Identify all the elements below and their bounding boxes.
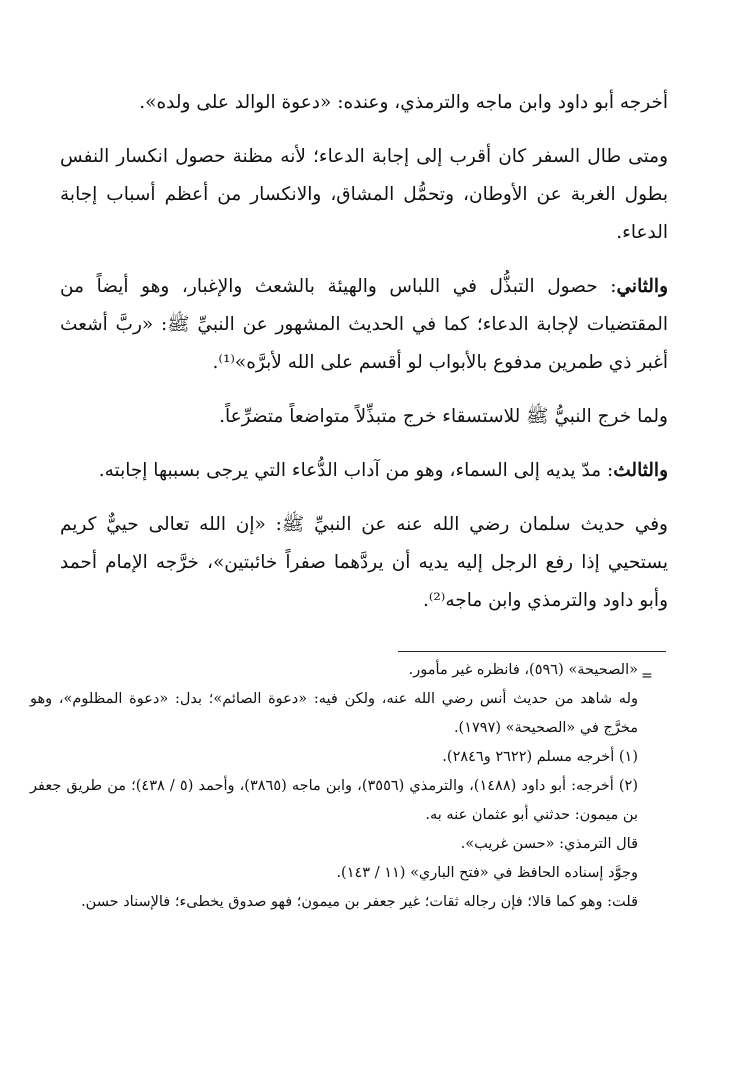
paragraph-6: وفي حديث سلمان رضي الله عنه عن النبيِّ ﷺ: «إن الله تعالى حييٌّ كريم يستحيي إذا رفع الرجل إليه يديه أن يردَّهما صفراً خائبتين»، خرَّجه الإمام أحمد وأبو داود والترمذي وابن ماجه⁽²⁾.	[60, 514, 668, 611]
footnote-2-hafiz: وجوَّد إسناده الحافظ في «فتح الباري» (١١ / ١٤٣).	[336, 865, 638, 881]
paragraph-3-lead: والثاني	[616, 276, 668, 297]
footnote-continuation-mark: =	[641, 668, 653, 684]
footnotes	[30, 656, 676, 917]
paragraph-3-body: : حصول التبذُّل في اللباس والهيئة بالشعث والإغبار، وهو أيضاً من المقتضيات لإجابة الدعاء؛ كما في الحديث المشهور عن النبيِّ ﷺ: «ربَّ أشعث أغبر ذي طمرين مدفوع بالأبواب لو أقسم على الله لأبرَّه»⁽¹⁾.	[60, 276, 668, 373]
paragraph-1: أخرجه أبو داود وابن ماجه والترمذي، وعنده: «دعوة الوالد على ولده».	[139, 92, 668, 113]
paragraph-5-body: : مدّ يديه إلى السماء، وهو من آداب الدُّعاء التي يرجى بسببها إجابته.	[98, 460, 614, 481]
footnote-continued-2: وله شاهد من حديث أنس رضي الله عنه، ولكن فيه: «دعوة الصائم»؛ بدل: «دعوة المظلوم»، وهو مخرَّج في «الصحيحة» (١٧٩٧).	[30, 691, 638, 736]
paragraph-4: ولما خرج النبيُّ ﷺ للاستسقاء خرج متبذِّلاً متواضعاً متضرِّعاً.	[219, 406, 668, 427]
footnote-separator	[398, 651, 666, 652]
paragraph-5	[60, 452, 668, 490]
paragraph-2: ومتى طال السفر كان أقرب إلى إجابة الدعاء؛ لأنه مظنة حصول انكسار النفس بطول الغربة عن الأوطان، وتحمُّل المشاق، والانكسار من أعظم أسباب إجابة الدعاء.	[60, 146, 668, 243]
paragraph-5-lead: والثالث	[613, 460, 668, 481]
footnote-2: (٢) أخرجه: أبو داود (١٤٨٨)، والترمذي (٣٥٥٦)، وابن ماجه (٣٨٦٥)، وأحمد (٥ / ٤٣٨)؛ من طريق جعفر بن ميمون: حدثني أبو عثمان عنه به.	[30, 778, 638, 823]
footnote-continued: «الصحيحة» (٥٩٦)، فانظره غير مأمور.	[408, 662, 638, 678]
paragraph-3	[60, 268, 668, 382]
main-text	[60, 84, 668, 636]
footnote-1: (١) أخرجه مسلم (٢٦٢٢ و٢٨٤٦).	[442, 749, 638, 765]
footnote-2-tirmidhi: قال الترمذي: «حسن غريب».	[460, 836, 638, 852]
footnote-2-note: قلت: وهو كما قالا؛ فإن رجاله ثقات؛ غير جعفر بن ميمون؛ فهو صدوق يخطىء؛ فالإسناد حسن.	[81, 894, 638, 910]
